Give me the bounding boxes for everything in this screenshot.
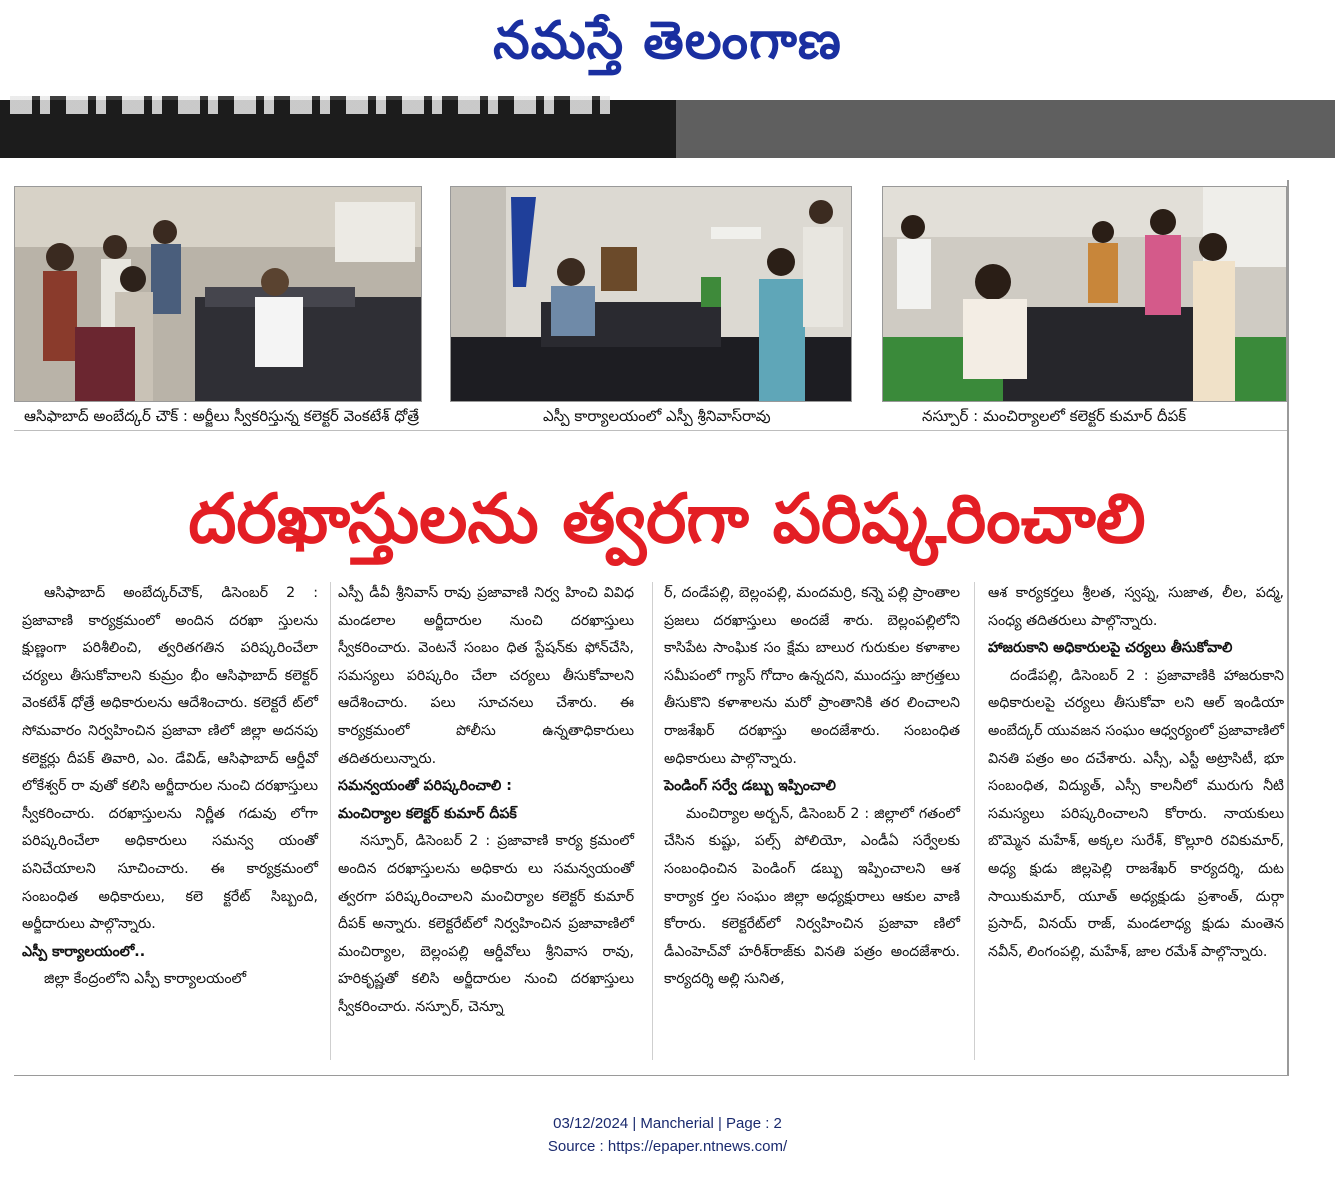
- banner-cropped-text: [10, 96, 610, 114]
- article-column-3: [664, 580, 960, 994]
- footer-date-edition: 03/12/2024 | Mancherial | Page : 2: [553, 1115, 782, 1132]
- paragraph: ఆశ కార్యకర్తలు శ్రీలత, స్వప్న, సుజాత, లీల, పద్మ, సంధ్య తదితరులు పాల్గొన్నారు.: [988, 585, 1284, 629]
- paragraph: జిల్లా కేంద్రంలోని ఎస్పీ కార్యాలయంలో: [44, 971, 247, 988]
- article-column-1: [22, 580, 318, 994]
- paragraph: దండేపల్లి, డిసెంబర్ 2 : ప్రజావాణికి హాజరుకాని అధికారులపై చర్యలు తీసుకోవా లని ఆల్ ఇండియా అంబేద్కర్ యువజన సంఘం ఆధ్వర్యంలో ప్రజావాణిలో వినతి పత్రం అం దచేశారు. ఎస్సీ, ఎస్టీ అట్రాసిటీ, భూ సంబంధిత, విద్యుత్, ఎస్సీ కాలనీలో మురుగు నీటి సమస్యలు పరిష్కరించాలని కోరారు. నాయకులు బొమ్మెన మహేశ్, అక్కల సురేశ్, కొల్లూరి రవికుమార్, అధ్య క్షుడు జిల్లపెల్లి రాజశేఖర్ కార్యదర్శి, దుట సాయికుమార్, యూత్ అధ్యక్షుడు ప్రశాంత్, దుర్గా ప్రసాద్, వినయ్ రాజ్, మండలాధ్య క్షుడు మంతెన నవీన్, లింగంపల్లి, మహేశ్, జాల రమేశ్ పాల్గొన్నారు.: [988, 667, 1284, 960]
- newspaper-logo: నమస్తే తెలంగాణ: [493, 11, 842, 71]
- caption-photo-1: ఆసిఫాబాద్ అంబేద్కర్ చౌక్ : అర్జీలు స్వీకరిస్తున్న కలెక్టర్ వెంకటేశ్ ధోత్రే: [24, 407, 419, 425]
- caption-divider: [14, 430, 1287, 431]
- photo-asifabad-collector: [14, 186, 422, 402]
- paragraph: నస్పూర్, డిసెంబర్ 2 : ప్రజావాణి కార్య క్రమంలో అందిన దరఖాస్తులను అధికారు లు సమన్వయంతో త్వరగా పరిష్కరించాలని మంచిర్యాల కలెక్టర్ కుమార్ దీపక్ అన్నారు. కలెక్టరేట్‌లో నిర్వహించిన ప్రజావాణిలో మంచిర్యాల, బెల్లంపల్లి ఆర్డీవోలు శ్రీనివాస రావు, హరికృష్ణతో కలిసి అర్జీదారుల నుంచి దరఖాస్తులు స్వీకరించారు. నస్పూర్, చెన్నూ: [338, 833, 634, 1015]
- caption-photo-3: నస్పూర్ : మంచిర్యాలలో కలెక్టర్ కుమార్ దీపక్: [922, 407, 1187, 425]
- subheading: హాజరుకాని అధికారులపై చర్యలు తీసుకోవాలి: [988, 640, 1233, 657]
- article-column-4: [988, 580, 1284, 966]
- column-rule: [330, 582, 331, 1060]
- caption-photo-2: ఎస్పీ కార్యాలయంలో ఎస్పీ శ్రీనివాస్‌రావు: [543, 407, 771, 425]
- paragraph: మంచిర్యాల అర్బన్, డిసెంబర్ 2 : జిల్లాలో గతంలో చేసిన కుష్టు, పల్స్ పోలియో, ఎండీఏ సర్వేలకు సంబంధించిన పెండింగ్ డబ్బు ఇప్పించాలని ఆశ కార్యాక ర్తల సంఘం జిల్లా అధ్యక్షురాలు ఆకుల వాణి కోరారు. కలెక్టరేట్‌లో నిర్వహించిన ప్రజావా ణిలో డీఎంహెచ్‌వో హరీశ్‌రాజ్‌కు వినతి పత్రం అందజేశారు. కార్యదర్శి అల్లి సునిత,: [664, 805, 960, 988]
- subheading: సమన్వయంతో పరిష్కరించాలి :: [338, 778, 512, 795]
- photo-mancherial-collector: [882, 186, 1287, 402]
- subheading: మంచిర్యాల కలెక్టర్ కుమార్ దీపక్: [338, 805, 517, 822]
- page-edge-shadow: [1287, 180, 1289, 1076]
- paragraph: ఎస్పీ డీవీ శ్రీనివాస్ రావు ప్రజావాణి నిర్వ హించి వివిధ మండలాల అర్జీదారుల నుంచి దరఖాస్తులు స్వీకరించారు. వెంటనే సంబం ధిత స్టేషన్‌కు ఫోన్‌చేసి, సమస్యలు పరిష్కరిం చేలా చర్యలు తీసుకోవాలని ఆదేశించారు. పలు సూచనలు చేశారు. ఈ కార్యక్రమంలో పోలీసు ఉన్నతాధికారులు తదితరులున్నారు.: [338, 585, 634, 767]
- photo-sp-office: [450, 186, 852, 402]
- paragraph: ఆసిఫాబాద్ అంబేద్కర్‌చౌక్, డిసెంబర్ 2 : ప్రజావాణి కార్యక్రమంలో అందిన దరఖా స్తులను క్షుణ్ణంగా పరిశీలించి, త్వరితగతిన పరిష్కరించేలా చర్యలు తీసుకోవాలని కుమ్రం భీం ఆసిఫాబాద్ కలెక్టర్ వెంకటేశ్ ధోత్రే అధికారులను ఆదేశించారు. కలెక్టరే ట్‌లో సోమవారం నిర్వహించిన ప్రజావా ణిలో జిల్లా అదనపు కలెక్టర్లు దీపక్ తివారి, ఎం. డేవిడ్, ఆసిఫాబాద్ ఆర్డీవో లోకేశ్వర్ రా వుతో కలిసి అర్జీదారుల నుంచి దరఖాస్తులు స్వీకరించారు. దరఖాస్తులను నిర్ణీత గడువు లోగా పరిష్కరించేలా అధికారులు సమన్వ యంతో పనిచేయాలని సూచించారు. ఈ కార్యక్రమంలో సంబంధిత అధికారులు, కలె క్టరేట్ సిబ్బంది, అర్జీదారులు పాల్గొన్నారు.: [22, 585, 318, 933]
- subheading: ఎస్పీ కార్యాలయంలో..: [22, 943, 146, 960]
- column-rule: [974, 582, 975, 1060]
- subheading: పెండింగ్ సర్వే డబ్బు ఇప్పించాలి: [664, 778, 836, 795]
- footer-source-link[interactable]: Source : https://epaper.ntnews.com/: [547, 1138, 788, 1155]
- article-bottom-rule: [14, 1075, 1287, 1076]
- section-banner-grey: [676, 100, 1335, 158]
- masthead: [0, 0, 1335, 95]
- paragraph: ర్, దండేపల్లి, బెల్లంపల్లి, మందమర్రి, కన్నె పల్లి ప్రాంతాల ప్రజలు దరఖాస్తులు అందజే శారు. బెల్లంపల్లిలోని కాసిపేట సాంఘిక సం క్షేమ బాలుర గురుకుల కళాశాల సమీపంలో గ్యాస్ గోదాం ఉన్నదని, ముందస్తు జాగ్రత్తలు తీసుకొని కళాశాలను మరో ప్రాంతానికి తర లించాలని రాజశేఖర్ దరఖాస్తు అందజేశారు. సంబంధిత అధికారులు పాల్గొన్నారు.: [664, 585, 960, 767]
- column-rule: [652, 582, 653, 1060]
- article-headline: దరఖాస్తులను త్వరగా పరిష్కరించాలి: [188, 480, 1146, 559]
- article-column-2: [338, 580, 634, 1022]
